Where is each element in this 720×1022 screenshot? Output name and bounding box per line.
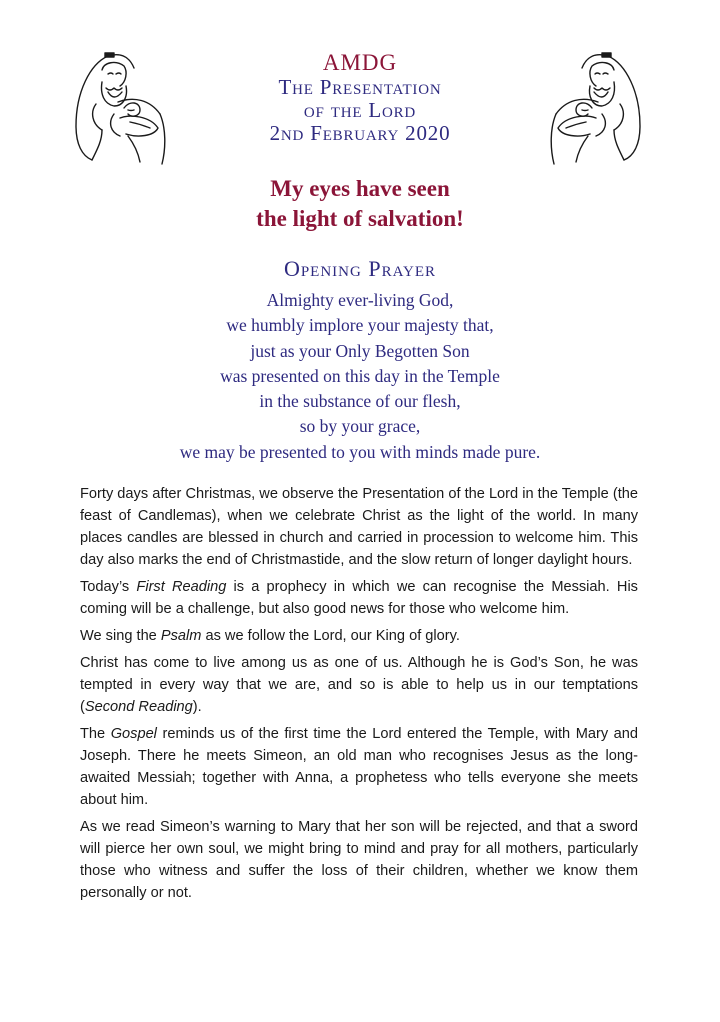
feast-title-line-1: The Presentation xyxy=(278,75,442,99)
paragraph-gospel: The Gospel reminds us of the first time the Lord entered the Temple, with Mary and Joseph. There he meets Simeon, an old man who recognises Jesus as the long-awaited Messiah; together with Anna, a prophetess who tells everyone she meets about him. xyxy=(80,726,639,808)
feast-title-line-2: of the Lord xyxy=(303,98,417,122)
opening-prayer-heading: Opening Prayer xyxy=(283,256,437,281)
feast-date: 2nd February 2020 xyxy=(269,121,451,145)
prayer-line: just as your Only Begotten Son xyxy=(250,340,470,361)
tagline xyxy=(0,174,720,234)
paragraph-first-reading: Today’s First Reading is a prophecy in which we can recognise the Messiah. His coming will be a challenge, but also good news for those who welcome him. xyxy=(80,579,638,617)
prayer-line: so by your grace, xyxy=(299,416,421,437)
paragraph-psalm: We sing the Psalm as we follow the Lord, our King of glory. xyxy=(80,628,460,644)
psalm-ref: Psalm xyxy=(160,628,202,644)
prayer-line: we may be presented to you with minds made pure. xyxy=(179,441,541,462)
prayer-line: in the substance of our flesh, xyxy=(259,391,461,412)
introduction-text xyxy=(80,483,638,909)
tagline-line-1: My eyes have seen xyxy=(270,176,450,201)
paragraph-second-reading: Christ has come to live among us as one of us. Although he is God’s Son, he was tempted in every way that we are, and so is able to help us in our temptations (Second Reading). xyxy=(80,655,638,715)
header xyxy=(0,50,720,145)
paragraph-candlemas: Forty days after Christmas, we observe the Presentation of the Lord in the Temple (the feast of Candlemas), when we celebrate Christ as the light of the world. In many places candles are blessed in church and carried in procession to welcome him. This day also marks the end of Christmastide, and the slow return of longer daylight hours. xyxy=(80,486,638,568)
prayer-line: we humbly implore your majesty that, xyxy=(226,315,494,336)
second-reading-ref: Second Reading xyxy=(84,699,193,715)
gospel-ref: Gospel xyxy=(110,726,157,742)
prayer-line: Almighty ever-living God, xyxy=(266,290,454,310)
prayer-line: was presented on this day in the Temple xyxy=(220,365,500,386)
amdg-motto: AMDG xyxy=(322,50,398,75)
paragraph-simeon-warning: As we read Simeon’s warning to Mary that her son will be rejected, and that a sword will pierce her own soul, we might bring to mind and pray for all mothers, particularly those who witness and suffer the loss of their children, whether we know them personally or not. xyxy=(80,819,638,901)
opening-prayer-text xyxy=(0,288,720,465)
first-reading-ref: First Reading xyxy=(136,579,227,595)
tagline-line-2: the light of salvation! xyxy=(256,206,464,231)
